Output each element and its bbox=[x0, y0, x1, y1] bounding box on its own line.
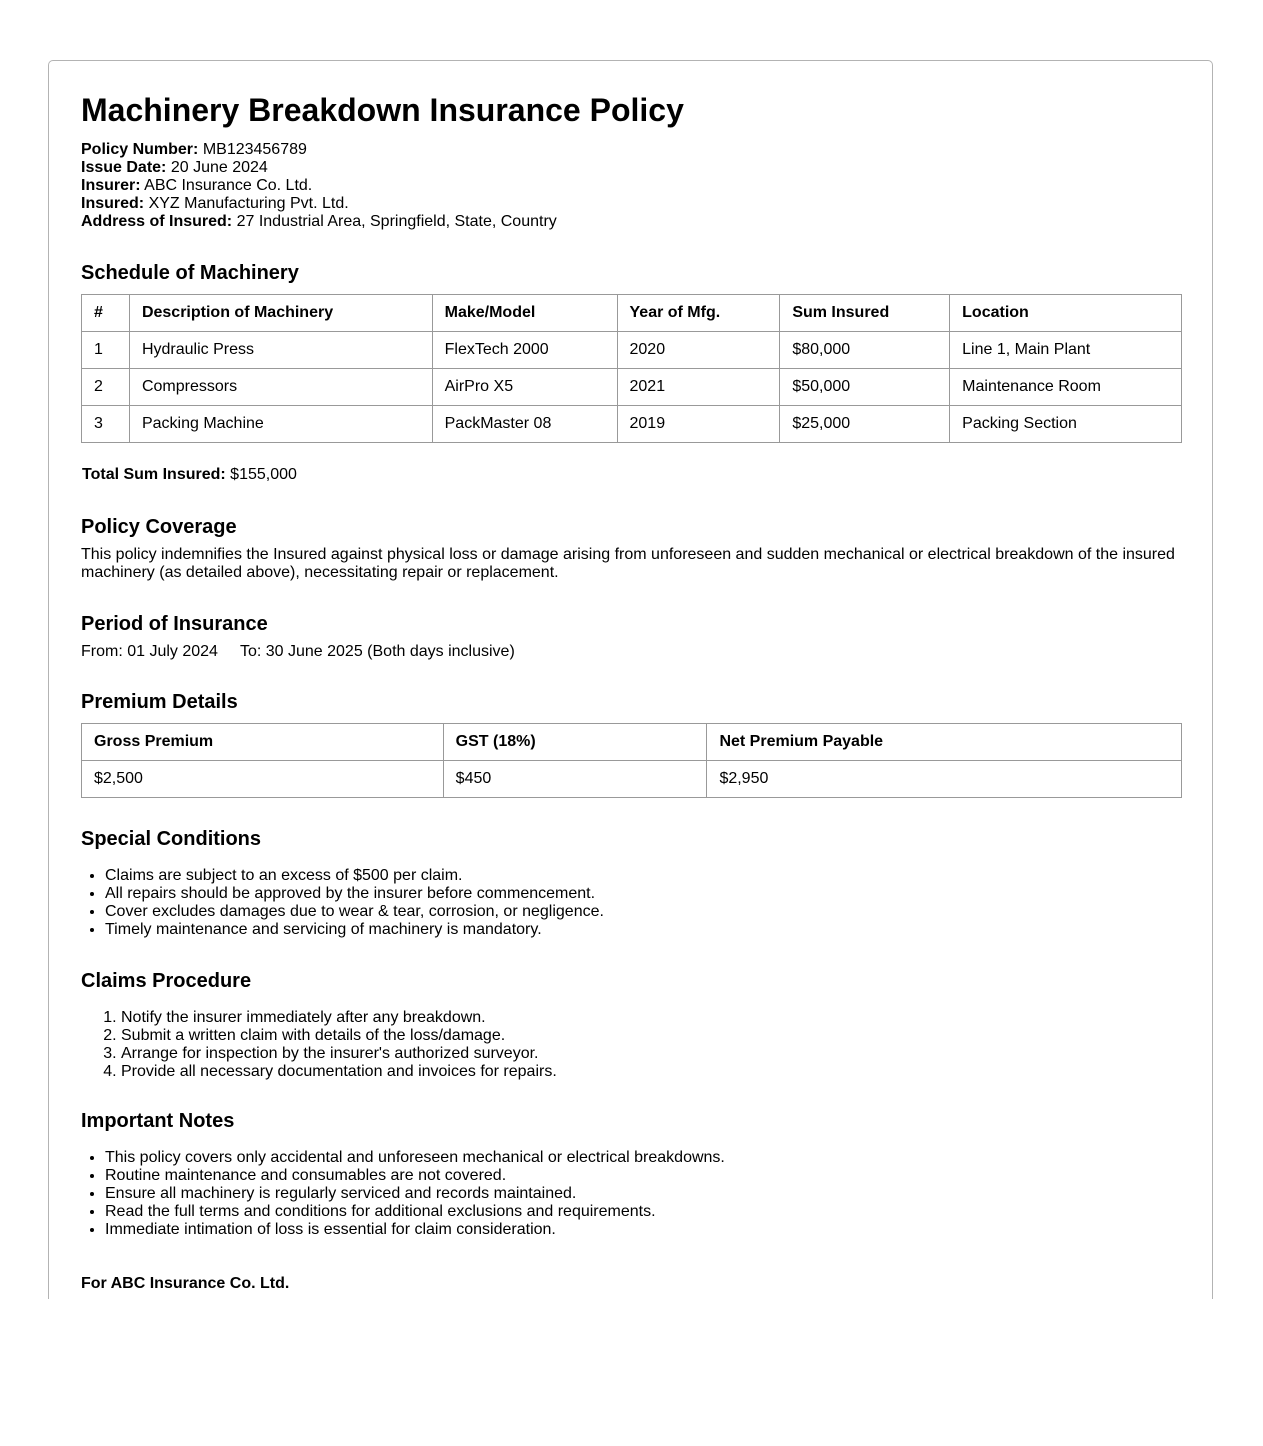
meta-policy-number: Policy Number: MB123456789 bbox=[81, 141, 307, 158]
table-row bbox=[82, 369, 1182, 406]
list-item: 1. Notify the insurer immediately after any breakdown. bbox=[121, 1009, 1180, 1027]
meta-address: Address of Insured: 27 Industrial Area, Springfield, State, Country bbox=[81, 213, 557, 230]
col-header: Make/Model bbox=[432, 295, 617, 332]
coverage-text: This policy indemnifies the Insured against physical loss or damage arising from unforeseen and sudden mechanical or electrical breakdown of the insured machinery (as detailed above), necessitating repair or replacement. bbox=[81, 546, 1175, 581]
col-header: Sum Insured bbox=[780, 295, 950, 332]
list-item: • Cover excludes damages due to wear & tear, corrosion, or negligence. bbox=[105, 903, 1180, 921]
col-header: Year of Mfg. bbox=[617, 295, 780, 332]
cell: 2019 bbox=[617, 406, 780, 443]
col-header: Net Premium Payable bbox=[707, 724, 1182, 761]
cell: Hydraulic Press bbox=[129, 332, 432, 369]
special-conditions-heading: Special Conditions bbox=[81, 828, 262, 850]
list-item: • Immediate intimation of loss is essential for claim consideration. bbox=[105, 1221, 1180, 1239]
total-sum-insured: Total Sum Insured: $155,000 bbox=[82, 466, 297, 483]
meta-insurer: Insurer: ABC Insurance Co. Ltd. bbox=[81, 177, 313, 194]
period-from: From: 01 July 2024 bbox=[81, 643, 218, 660]
cell: PackMaster 08 bbox=[432, 406, 617, 443]
cell: $80,000 bbox=[780, 332, 950, 369]
cell: AirPro X5 bbox=[432, 369, 617, 406]
cell: 2020 bbox=[617, 332, 780, 369]
coverage-heading: Policy Coverage bbox=[81, 516, 237, 538]
policy-document bbox=[48, 60, 1213, 1299]
cell: $2,950 bbox=[707, 761, 1182, 798]
cell: 2 bbox=[82, 369, 130, 406]
notes-heading: Important Notes bbox=[81, 1110, 235, 1132]
policy-meta bbox=[81, 141, 1180, 231]
cell: Line 1, Main Plant bbox=[950, 332, 1182, 369]
list-item: • Ensure all machinery is regularly serviced and records maintained. bbox=[105, 1185, 1180, 1203]
table-row bbox=[82, 761, 1182, 798]
meta-insured: Insured: XYZ Manufacturing Pvt. Ltd. bbox=[81, 195, 349, 212]
table-row bbox=[82, 332, 1182, 369]
list-item: • Routine maintenance and consumables are not covered. bbox=[105, 1167, 1180, 1185]
table-row bbox=[82, 406, 1182, 443]
list-item: • Read the full terms and conditions for additional exclusions and requirements. bbox=[105, 1203, 1180, 1221]
cell: $450 bbox=[443, 761, 707, 798]
schedule-heading: Schedule of Machinery bbox=[81, 262, 299, 284]
period-to: To: 30 June 2025 (Both days inclusive) bbox=[239, 643, 515, 660]
period-heading: Period of Insurance bbox=[81, 613, 268, 635]
col-header: Location bbox=[950, 295, 1182, 332]
col-header: Description of Machinery bbox=[129, 295, 432, 332]
list-item: • Timely maintenance and servicing of machinery is mandatory. bbox=[105, 921, 1180, 939]
signature-line: For ABC Insurance Co. Ltd. bbox=[81, 1275, 290, 1292]
list-item: 4. Provide all necessary documentation and invoices for repairs. bbox=[121, 1063, 1180, 1081]
list-item: 2. Submit a written claim with details of the loss/damage. bbox=[121, 1027, 1180, 1045]
cell: Maintenance Room bbox=[950, 369, 1182, 406]
cell: $2,500 bbox=[82, 761, 444, 798]
cell: 3 bbox=[82, 406, 130, 443]
col-header: Gross Premium bbox=[82, 724, 444, 761]
col-header: GST (18%) bbox=[443, 724, 707, 761]
list-item: 3. Arrange for inspection by the insurer's authorized surveyor. bbox=[121, 1045, 1180, 1063]
notes-list bbox=[81, 1149, 1180, 1239]
table-header-row bbox=[82, 295, 1182, 332]
cell: 2021 bbox=[617, 369, 780, 406]
meta-issue-date: Issue Date: 20 June 2024 bbox=[81, 159, 268, 176]
list-item: • Claims are subject to an excess of $500 per claim. bbox=[105, 867, 1180, 885]
cell: 1 bbox=[82, 332, 130, 369]
list-item: • This policy covers only accidental and unforeseen mechanical or electrical breakdowns. bbox=[105, 1149, 1180, 1167]
page-title: Machinery Breakdown Insurance Policy bbox=[81, 92, 684, 128]
table-header-row bbox=[82, 724, 1182, 761]
period-text bbox=[81, 643, 1180, 661]
special-conditions-list bbox=[81, 867, 1180, 939]
cell: Packing Machine bbox=[129, 406, 432, 443]
claims-list bbox=[81, 1009, 1180, 1081]
cell: FlexTech 2000 bbox=[432, 332, 617, 369]
cell: Packing Section bbox=[950, 406, 1182, 443]
schedule-table bbox=[81, 294, 1182, 443]
cell: Compressors bbox=[129, 369, 432, 406]
premium-table bbox=[81, 723, 1182, 798]
list-item: • All repairs should be approved by the insurer before commencement. bbox=[105, 885, 1180, 903]
premium-heading: Premium Details bbox=[81, 691, 238, 713]
cell: $25,000 bbox=[780, 406, 950, 443]
cell: $50,000 bbox=[780, 369, 950, 406]
col-header: # bbox=[82, 295, 130, 332]
claims-heading: Claims Procedure bbox=[81, 970, 252, 992]
